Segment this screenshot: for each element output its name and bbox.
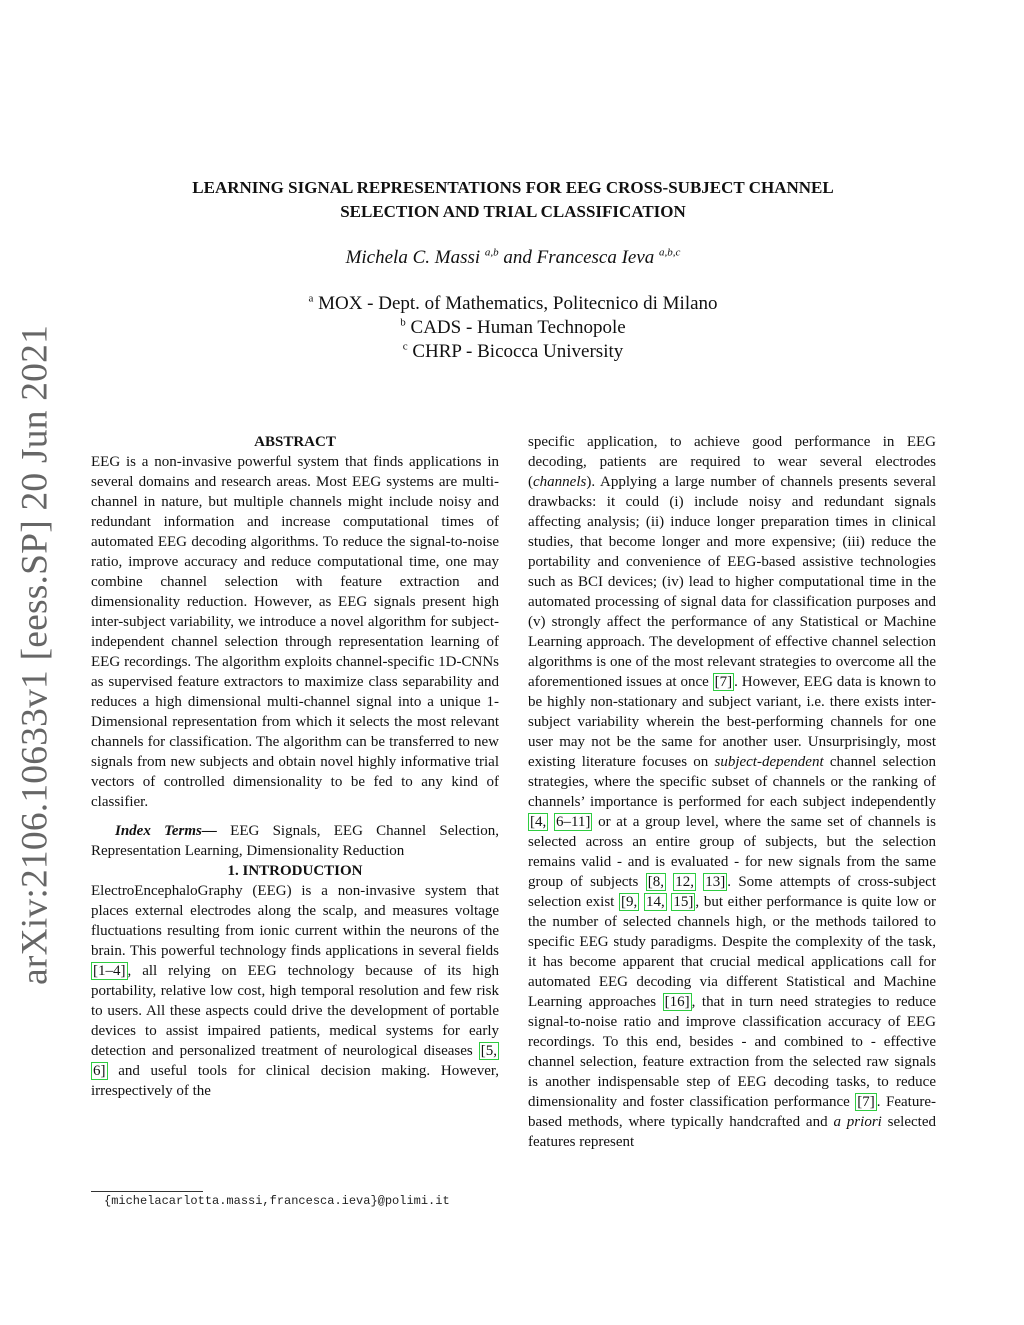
citation-link[interactable]: 14, bbox=[645, 894, 665, 910]
citation-link[interactable]: [4, bbox=[530, 814, 547, 830]
index-terms-label: Index Terms— bbox=[115, 823, 217, 839]
intro-text-3: and useful tools for clinical decision making. However, irrespectively of the bbox=[91, 1063, 499, 1099]
affiliation-c bbox=[90, 340, 936, 364]
right-emphasis-channels: channels bbox=[533, 474, 587, 490]
citation-link[interactable]: 15] bbox=[673, 894, 694, 910]
right-text-9: . Feature-based methods, where typically handcrafted and bbox=[528, 1094, 936, 1130]
citation-link[interactable]: [9, bbox=[621, 894, 638, 910]
affiliation-c-sup: c bbox=[402, 340, 408, 353]
citation-link[interactable]: [8, bbox=[647, 874, 664, 890]
affiliation-b-sup: b bbox=[400, 316, 406, 329]
intro-continued-paragraph bbox=[528, 432, 936, 1152]
right-text-1: specific application, to achieve good performance in EEG decoding, patients are required to wear several electrodes ( bbox=[528, 434, 936, 490]
affiliations bbox=[90, 292, 936, 364]
affiliation-a bbox=[90, 292, 936, 316]
introduction-heading: 1. INTRODUCTION bbox=[227, 863, 363, 879]
arxiv-side-identifier bbox=[0, 324, 70, 986]
right-text-2: ). Applying a large number of channels presents several drawbacks: it could (i) include noisy and redundant signals affecting analysis; (ii) induce longer preparation times in clinical studies, that become longer and more expensive; (iii) reduce the portability and convenience of EEG-based assistive technologies such as BCI devices; (iv) lead to higher computational time in the automated processing of signal data for classification purposes and (v) strongly affect the performance of any Statistical or Machine Learning approach. The development of effective channel selection algorithms is one of the most relevant strategies to overcome all the aforementioned issues at once bbox=[528, 474, 936, 690]
right-column bbox=[528, 432, 936, 1152]
author-1-affil: a,b bbox=[484, 246, 499, 259]
affiliation-b-text: CADS - Human Technopole bbox=[410, 317, 626, 338]
right-text-5: or at a group level, where the same set of channels is selected across an entire group of subjects, but the selection remains valid - and is evaluated - for new signals from the same group of subjects bbox=[528, 814, 937, 890]
citation-link[interactable]: [7] bbox=[714, 674, 733, 690]
right-text-8: , that in turn need strategies to reduce signal-to-noise ratio and improve classification accuracy of EEG recordings. To this end, besides - and combined to - effective channel selection, feature extraction from the selected raw signals is another indispensable step of EEG decoding tasks, to reduce dimensionality and foster classification performance bbox=[528, 994, 936, 1110]
footnote-emails: {michelacarlotta.massi,francesca.ieva}@polimi.it bbox=[104, 1194, 450, 1208]
intro-text-1: ElectroEncephaloGraphy (EEG) is a non-invasive system that places external electrodes along the scalp, and measures voltage fluctuations resulting from ionic current within the neurons of the brain. This powerful technology finds applications in several fields bbox=[91, 883, 499, 959]
index-terms bbox=[91, 821, 499, 861]
citation-link[interactable]: [16] bbox=[664, 994, 690, 1010]
title-line-2: SELECTION AND TRIAL CLASSIFICATION bbox=[340, 202, 686, 221]
citation-link[interactable]: [5, bbox=[480, 1043, 497, 1059]
affiliation-c-text: CHRP - Bicocca University bbox=[412, 341, 624, 362]
footnote-rule bbox=[91, 1191, 203, 1192]
citation-link[interactable]: [7] bbox=[857, 1094, 875, 1110]
title-line-1: LEARNING SIGNAL REPRESENTATIONS FOR EEG CROSS-SUBJECT CHANNEL bbox=[192, 178, 834, 197]
authors-and: and bbox=[503, 247, 532, 268]
citation-link[interactable]: [1–4] bbox=[93, 963, 126, 979]
intro-text-2: , all relying on EEG technology because of its high portability, relative low cost, high temporal resolution and few risk to users. All these aspects could drive the development of portable devices to assist impaired patients, medical systems for early detection and personalized treatment of neurological diseases bbox=[91, 963, 499, 1059]
right-text-7: , but either performance is quite low or the number of selected channels high, or the methods tailored to specific EEG study paradigms. Despite the complexity of the task, it has become apparent that crucial medical applications call for automated EEG decoding via different Statistical and Machine Learning approaches bbox=[528, 894, 937, 1010]
affiliation-b bbox=[90, 316, 936, 340]
arxiv-id-text: arXiv:2106.10633v1 [eess.SP] 20 Jun 2021 bbox=[14, 324, 56, 986]
right-text-6: . Some attempts of cross-subject selection exist bbox=[528, 874, 937, 910]
right-emphasis-subject-dependent: subject-dependent bbox=[714, 754, 824, 770]
paper-title bbox=[90, 176, 936, 224]
citation-link[interactable]: 6–11] bbox=[555, 814, 591, 830]
introduction-paragraph bbox=[91, 881, 499, 1101]
author-2-affil: a,b,c bbox=[659, 246, 681, 259]
right-text-10: selected features represent bbox=[528, 1114, 936, 1150]
affiliation-a-sup: a bbox=[308, 292, 314, 305]
author-2: Francesca Ieva bbox=[536, 247, 655, 268]
right-text-3: . However, EEG data is known to be highly non-stationary and subject variant, i.e. there exists inter-subject variability wherein the best-performing channels for one user may not be the same for another user. Unsurprisingly, most existing literature focuses on bbox=[528, 674, 936, 770]
citation-link[interactable]: 13] bbox=[705, 874, 726, 890]
abstract-body: EEG is a non-invasive powerful system that finds applications in several domains and research areas. Most EEG systems are multi-channel in nature, but multiple channels might include noisy and redundant information and increase computational times of automated EEG decoding algorithms. To reduce the signal-to-noise ratio, improve accuracy and reduce computational time, one may combine channel selection with feature extraction and dimensionality reduction. However, as EEG signals present high inter-subject variability, we introduce a novel algorithm for subject-independent channel selection through representation learning of EEG recordings. The algorithm exploits channel-specific 1D-CNNs as supervised feature extractors to maximize class separability and reduces a high dimensional multi-channel signal into a unique 1-Dimensional representation from which it selects the most relevant channels for classification. The algorithm can be transferred to new signals from new subjects and obtain novel highly informative trial vectors of controlled dimensionality to be fed to any kind of classifier. bbox=[91, 454, 499, 810]
affiliation-a-text: MOX - Dept. of Mathematics, Politecnico di Milano bbox=[318, 293, 718, 314]
right-emphasis-a-priori: a priori bbox=[833, 1114, 882, 1130]
right-text-4: channel selection strategies, where the specific subset of channels or the ranking of channels’ importance is performed for each subject independently bbox=[528, 754, 936, 810]
authors bbox=[90, 247, 936, 269]
citation-link[interactable]: 6] bbox=[93, 1063, 106, 1079]
citation-link[interactable]: 12, bbox=[675, 874, 694, 890]
abstract-heading: ABSTRACT bbox=[254, 434, 336, 450]
author-1: Michela C. Massi bbox=[345, 247, 481, 268]
index-terms-text: EEG Signals, EEG Channel Selection, Representation Learning, Dimensionality Reduction bbox=[91, 823, 499, 859]
left-column bbox=[91, 432, 499, 1101]
